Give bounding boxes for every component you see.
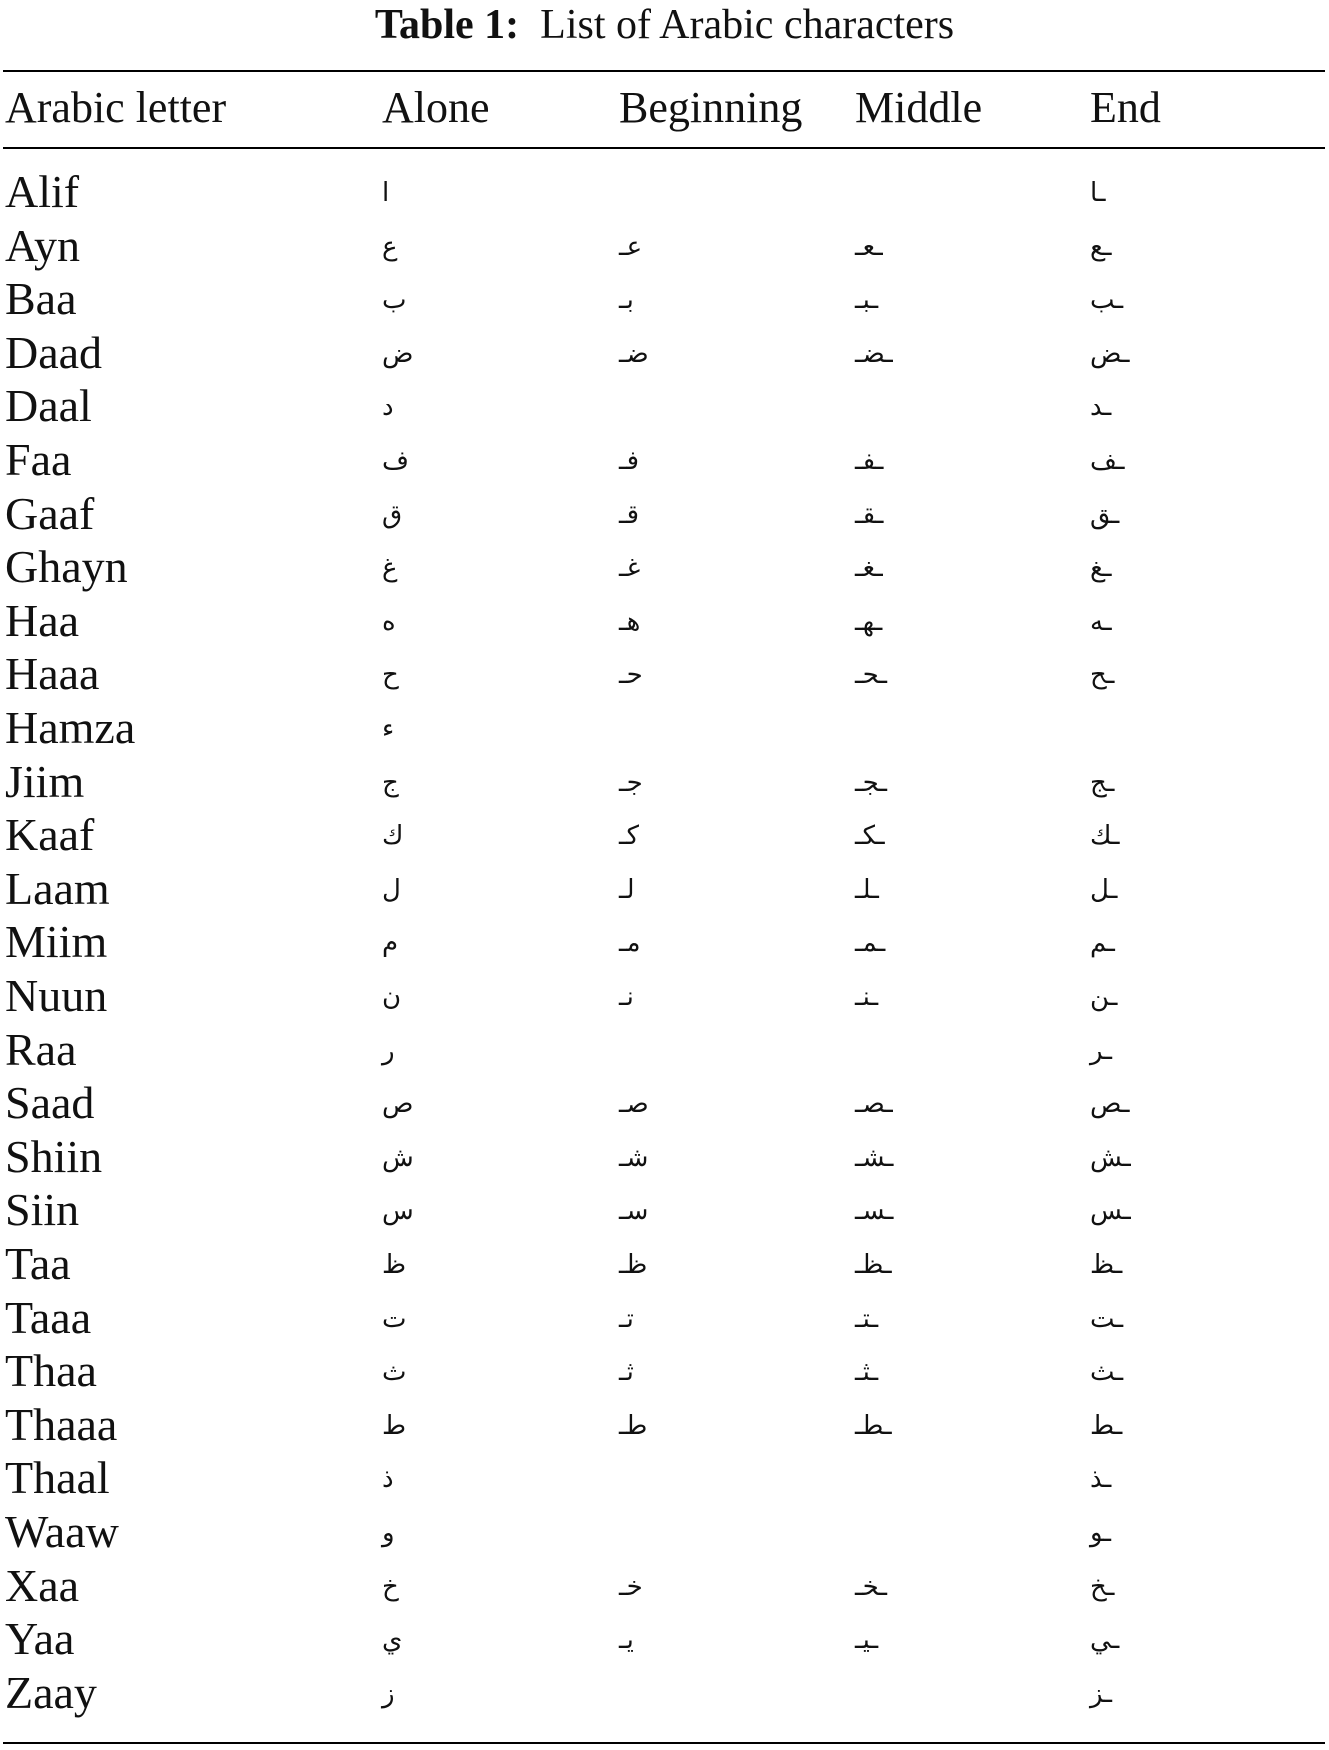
table-bottom-rule: [3, 1742, 1325, 1744]
letter-name: Ayn: [5, 219, 80, 271]
form-middle: ـصـ: [855, 1089, 893, 1120]
form-end: ـد: [1090, 392, 1112, 423]
letter-name: Laam: [5, 862, 110, 914]
letter-name: Miim: [5, 916, 108, 968]
form-end: ـن: [1090, 982, 1118, 1012]
form-middle: ـفـ: [855, 446, 884, 476]
form-end: ـض: [1090, 338, 1130, 369]
form-end: ـب: [1090, 285, 1124, 316]
form-end: ـت: [1090, 1303, 1124, 1334]
header-alone: Alone: [382, 83, 490, 132]
table-row: [0, 272, 1329, 326]
form-alone: ز: [382, 1678, 395, 1709]
letter-name: Thaal: [5, 1452, 110, 1504]
letter-name: Hamza: [5, 702, 136, 753]
table-row: [0, 1130, 1329, 1184]
form-beginning: مـ: [619, 928, 641, 959]
table-row: [0, 701, 1329, 755]
table-row: [0, 1344, 1329, 1398]
letter-name: Xaa: [5, 1559, 80, 1611]
table-row: [0, 862, 1329, 916]
form-beginning: عـ: [619, 231, 643, 262]
form-beginning: بـ: [619, 285, 634, 316]
form-alone: ح: [382, 660, 399, 691]
form-end: ـي: [1090, 1625, 1120, 1656]
form-beginning: ضـ: [619, 338, 649, 369]
form-beginning: طـ: [619, 1410, 648, 1441]
caption-label: Table 1:: [374, 2, 520, 48]
table-row: [0, 647, 1329, 701]
form-alone: خ: [382, 1571, 399, 1602]
table-header-row: [0, 72, 1329, 146]
form-alone: ذ: [382, 1464, 394, 1495]
form-alone: ج: [382, 767, 399, 798]
letter-name: Zaay: [5, 1666, 97, 1718]
table-row: [0, 755, 1329, 809]
table-row: [0, 1023, 1329, 1077]
table-body: [0, 165, 1329, 1735]
letter-name: Shiin: [5, 1130, 103, 1182]
table-row: [0, 1398, 1329, 1452]
form-alone: ش: [382, 1142, 414, 1173]
form-end: ـظ: [1090, 1250, 1123, 1280]
form-end: ـر: [1090, 1035, 1112, 1066]
letter-name: Haaa: [5, 648, 100, 700]
form-alone: د: [382, 392, 394, 423]
form-end: ـز: [1090, 1678, 1112, 1709]
letter-name: Baa: [5, 273, 77, 325]
form-middle: ـقـ: [855, 499, 884, 530]
form-beginning: تـ: [619, 1303, 634, 1334]
header-beginning: Beginning: [619, 83, 803, 132]
form-end: ـص: [1090, 1089, 1130, 1120]
letter-name: Kaaf: [5, 809, 95, 861]
form-alone: و: [382, 1518, 395, 1548]
form-middle: ـغـ: [855, 553, 883, 584]
letter-name: Yaa: [5, 1613, 75, 1665]
form-alone: ن: [382, 982, 402, 1012]
letter-name: Thaaa: [5, 1398, 118, 1450]
letter-name: Taa: [5, 1238, 71, 1289]
letter-name: Siin: [5, 1184, 80, 1236]
form-alone: س: [382, 1196, 414, 1227]
form-beginning: لـ: [619, 874, 635, 905]
form-end: ـو: [1090, 1518, 1112, 1548]
form-end: ـس: [1090, 1196, 1131, 1227]
form-alone: ف: [382, 446, 409, 476]
form-end: ـف: [1090, 446, 1125, 476]
table-row: [0, 433, 1329, 487]
header-end: End: [1090, 83, 1161, 132]
table-row: [0, 915, 1329, 969]
form-end: ـغ: [1090, 553, 1112, 584]
form-end: ـع: [1090, 231, 1112, 262]
form-end: ـح: [1090, 660, 1115, 691]
form-middle: ـضـ: [855, 338, 893, 369]
form-alone: ي: [382, 1625, 403, 1656]
letter-name: Waaw: [5, 1506, 119, 1557]
table-row: [0, 165, 1329, 219]
form-middle: ـيـ: [855, 1625, 879, 1656]
letter-name: Gaaf: [5, 487, 95, 539]
letter-name: Raa: [5, 1023, 77, 1075]
letter-name: Thaa: [5, 1345, 97, 1397]
form-alone: ث: [382, 1357, 407, 1388]
form-middle: ـسـ: [855, 1196, 894, 1227]
letter-name: Ghayn: [5, 541, 128, 593]
table-row: [0, 1076, 1329, 1130]
form-middle: ـلـ: [855, 874, 879, 905]
form-beginning: ظـ: [619, 1250, 648, 1280]
form-alone: ه: [382, 606, 396, 637]
form-beginning: جـ: [619, 767, 643, 798]
form-middle: ـمـ: [855, 928, 886, 959]
table-row: [0, 969, 1329, 1023]
form-middle: ـخـ: [855, 1571, 888, 1602]
table-row: [0, 540, 1329, 594]
form-middle: ـعـ: [855, 231, 883, 262]
table-row: [0, 1237, 1329, 1291]
form-end: ـك: [1090, 821, 1120, 852]
table-row: [0, 1559, 1329, 1613]
form-end: ـل: [1090, 874, 1118, 905]
table-row: [0, 379, 1329, 433]
form-end: ـج: [1090, 767, 1115, 798]
letter-name: Daad: [5, 326, 103, 378]
form-middle: ـحـ: [855, 660, 888, 691]
form-beginning: قـ: [619, 499, 640, 530]
form-end: ـه: [1090, 606, 1112, 637]
form-alone: ا: [382, 178, 390, 208]
form-alone: ل: [382, 874, 401, 905]
form-alone: ص: [382, 1089, 414, 1120]
form-end: ـش: [1090, 1142, 1131, 1173]
table-row: [0, 1666, 1329, 1720]
letter-name: Faa: [5, 434, 72, 485]
form-alone: ط: [382, 1410, 407, 1441]
table-row: [0, 1183, 1329, 1237]
header-arabic-letter: Arabic letter: [5, 83, 227, 132]
form-beginning: ثـ: [619, 1357, 634, 1388]
form-end: ـط: [1090, 1410, 1123, 1441]
letter-name: Saad: [5, 1077, 95, 1129]
letter-name: Taaa: [5, 1291, 92, 1343]
form-end: ـذ: [1090, 1464, 1112, 1495]
form-end: ـق: [1090, 499, 1120, 530]
form-beginning: كـ: [619, 821, 639, 852]
form-middle: ـثـ: [855, 1357, 879, 1388]
table-row: [0, 487, 1329, 541]
form-beginning: غـ: [619, 553, 641, 584]
table-row: [0, 219, 1329, 273]
caption-text: List of Arabic characters: [540, 2, 955, 48]
form-beginning: صـ: [619, 1089, 649, 1120]
form-end: ـا: [1090, 178, 1106, 208]
form-middle: ـهـ: [855, 606, 883, 637]
form-middle: ـظـ: [855, 1250, 892, 1280]
form-end: ـث: [1090, 1357, 1124, 1388]
table-row: [0, 1505, 1329, 1559]
table-row: [0, 1612, 1329, 1666]
letter-name: Nuun: [5, 970, 108, 1021]
letter-name: Haa: [5, 594, 80, 646]
form-middle: ـكـ: [855, 821, 885, 852]
form-middle: ـنـ: [855, 982, 879, 1012]
form-alone: ظ: [382, 1250, 407, 1280]
form-alone: ت: [382, 1303, 407, 1334]
form-beginning: نـ: [619, 982, 634, 1012]
header-middle: Middle: [855, 83, 983, 132]
form-beginning: فـ: [619, 446, 640, 476]
table-caption: [0, 0, 1329, 56]
table-header-rule: [3, 147, 1325, 149]
form-middle: ـطـ: [855, 1410, 892, 1441]
form-beginning: سـ: [619, 1196, 649, 1227]
form-alone: ع: [382, 231, 398, 262]
form-beginning: خـ: [619, 1571, 643, 1602]
form-beginning: حـ: [619, 660, 643, 691]
form-middle: ـشـ: [855, 1142, 894, 1173]
table-row: [0, 808, 1329, 862]
letter-name: Daal: [5, 380, 92, 432]
form-end: ـخ: [1090, 1571, 1115, 1602]
form-alone: م: [382, 928, 399, 959]
form-end: ـم: [1090, 928, 1115, 959]
table-row: [0, 1291, 1329, 1345]
form-alone: ض: [382, 338, 414, 369]
form-beginning: يـ: [619, 1625, 634, 1656]
form-middle: ـبـ: [855, 285, 879, 316]
table-row: [0, 326, 1329, 380]
letter-name: Jiim: [5, 755, 85, 807]
table-row: [0, 594, 1329, 648]
form-alone: ب: [382, 285, 407, 316]
form-alone: ء: [382, 714, 395, 744]
form-beginning: شـ: [619, 1142, 649, 1173]
table-row: [0, 1451, 1329, 1505]
form-alone: غ: [382, 553, 398, 584]
form-alone: ر: [382, 1035, 395, 1066]
form-middle: ـجـ: [855, 767, 888, 798]
letter-name: Alif: [5, 166, 80, 217]
form-middle: ـتـ: [855, 1303, 879, 1334]
form-beginning: هـ: [619, 606, 641, 637]
form-alone: ق: [382, 499, 403, 530]
form-alone: ك: [382, 821, 404, 852]
